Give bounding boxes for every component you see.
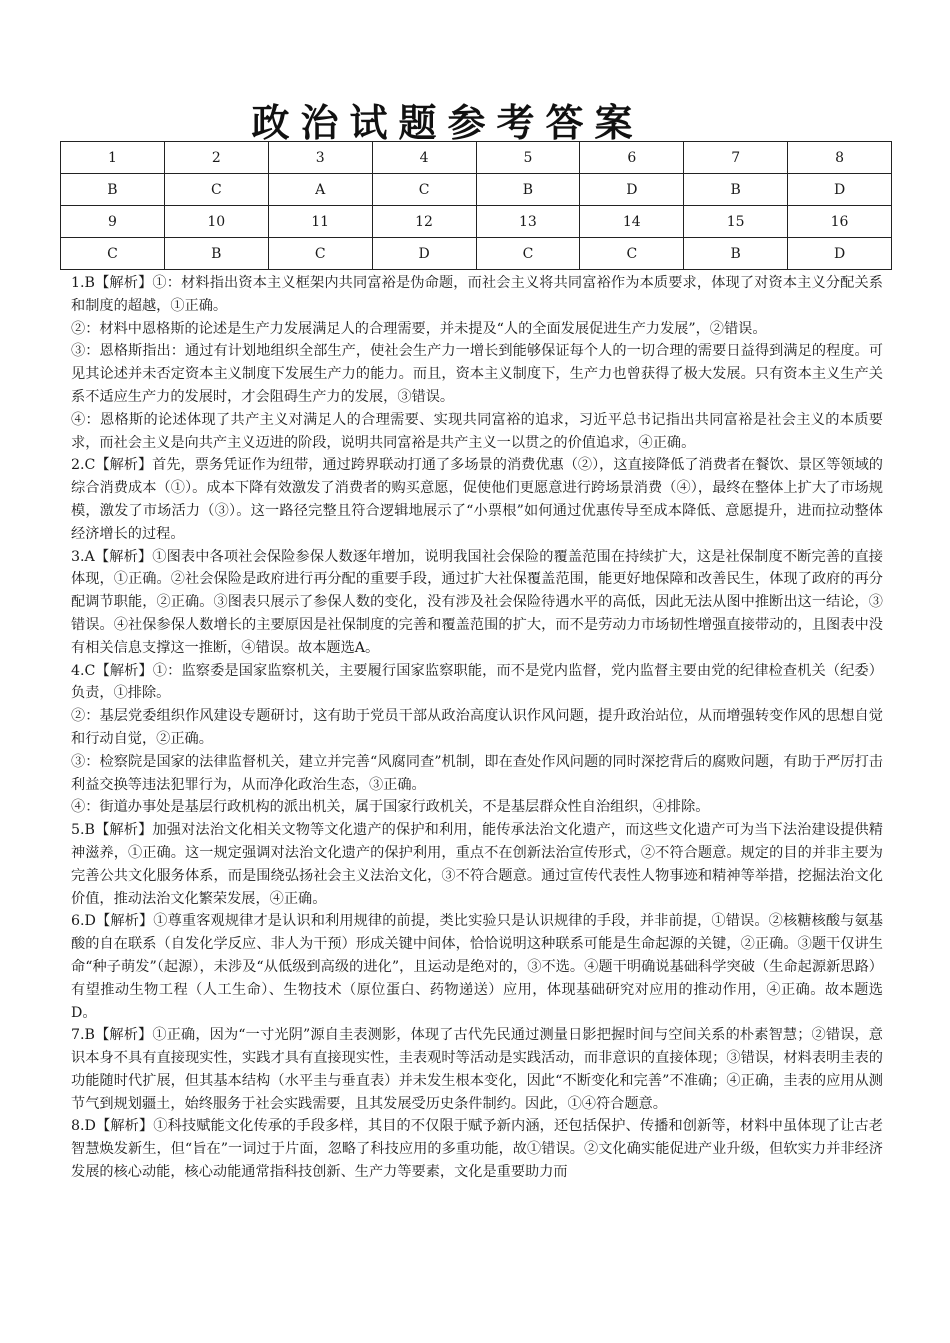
- table-cell: D: [372, 238, 476, 270]
- explanation-paragraph: 7.B【解析】①正确，因为“一寸光阴”源自圭表测影，体现了古代先民通过测量日影把握时间与空间关系的朴素智慧；②错误，意识本身不具有直接现实性，实践才具有直接现实性，圭表观时等活动是实践活动，而非意识的直接体现；③错误，材料表明圭表的功能随时代扩展，但其基本结构（水平圭与垂直表）并未发生根本变化，因此“不断变化和完善”不准确；④正确，圭表的应用从测节气到规划疆土，始终服务于社会实践需要，且其发展受历史条件制约。因此，①④符合题意。: [71, 1027, 883, 1112]
- answer-table: [60, 141, 892, 270]
- explanation-paragraph: ③：恩格斯指出：通过有计划地组织全部生产，使社会生产力一增长到能够保证每个人的一切合理的需要日益得到满足的程度。可见其论述并未否定资本主义制度下发展生产力的能力。而且，资本主义制度下，生产力也曾获得了极大发展。只有资本主义生产关系不适应生产力的发展时，才会阻碍生产力的发展，③错误。: [71, 343, 883, 405]
- explanation-paragraph: 8.D【解析】①科技赋能文化传承的手段多样，其目的不仅限于赋予新内涵，还包括保护、传播和创新等，材料中虽体现了让古老智慧焕发新生，但“旨在”一词过于片面，忽略了科技应用的多重功能，故①错误。②文化确实能促进产业升级，但软实力并非经济发展的核心动能，核心动能通常指科技创新、生产力等要素，文化是重要助力而: [71, 1118, 883, 1181]
- table-cell: 14: [580, 206, 684, 238]
- explanation-paragraph: 3.A【解析】①图表中各项社会保险参保人数逐年增加，说明我国社会保险的覆盖范围在持续扩大，这是社保制度不断完善的直接体现，①正确。②社会保险是政府进行再分配的重要手段，通过扩大社保覆盖范围，能更好地保障和改善民生，体现了政府的再分配调节职能，②正确。③图表只展示了参保人数的变化，没有涉及社会保险待遇水平的高低，因此无法从图中推断出这一结论，③错误。④社保参保人数增长的主要原因是社保制度的完善和覆盖范围的扩大，而不是劳动力市场韧性增强直接带动的，且图表中没有相关信息支撑这一推断，④错误。故本题选A。: [71, 548, 883, 656]
- explanation-paragraph: ②：材料中恩格斯的论述是生产力发展满足人的合理需要，并未提及“人的全面发展促进生产力发展”，②错误。: [71, 320, 767, 337]
- table-cell: 11: [268, 206, 372, 238]
- page-title: 政治试题参考答案: [251, 101, 644, 145]
- table-cell: B: [164, 238, 268, 270]
- explanation-paragraph: ②：基层党委组织作风建设专题研讨，这有助于党员干部从政治高度认识作风问题，提升政治站位，从而增强转变作风的思想自觉和行动自觉，②正确。: [71, 708, 883, 747]
- table-cell: 2: [164, 142, 268, 174]
- table-cell: 15: [684, 206, 788, 238]
- explanation-paragraph: 1.B【解析】①：材料指出资本主义框架内共同富裕是伪命题，而社会主义将共同富裕作为本质要求，体现了对资本主义分配关系和制度的超越，①正确。: [71, 275, 883, 314]
- table-cell: 6: [580, 142, 684, 174]
- answer-explanations: [71, 272, 883, 1184]
- table-cell: 10: [164, 206, 268, 238]
- table-cell: 12: [372, 206, 476, 238]
- table-cell: C: [476, 238, 580, 270]
- explanation-paragraph: 4.C【解析】①：监察委是国家监察机关，主要履行国家监察职能，而不是党内监督，党内监督主要由党的纪律检查机关（纪委）负责，①排除。: [71, 662, 883, 702]
- table-cell: 3: [268, 142, 372, 174]
- table-cell: 1: [61, 142, 165, 174]
- explanation-paragraph: 5.B【解析】加强对法治文化相关文物等文化遗产的保护和利用，能传承法治文化遗产，而这些文化遗产可为当下法治建设提供精神滋养，①正确。这一规定强调对法治文化遗产的保护利用，重点不在创新法治宣传形式，②不符合题意。规定的目的并非主要为完善公共文化服务体系，而是围绕弘扬社会主义法治文化，③不符合题意。通过宣传代表性人物事迹和精神等举措，挖掘法治文化价值，推动法治文化繁荣发展，④正确。: [71, 822, 883, 907]
- table-row: [61, 142, 892, 174]
- table-cell: B: [684, 238, 788, 270]
- table-cell: A: [268, 174, 372, 206]
- explanation-paragraph: 6.D【解析】①尊重客观规律才是认识和利用规律的前提，类比实验只是认识规律的手段，并非前提，①错误。②核糖核酸与氨基酸的自在联系（自发化学反应、非人为干预）形成关键中间体，恰恰说明这种联系可能是生命起源的关键，②正确。③题干仅讲生命“种子萌发”（起源），未涉及“从低级到高级的进化”，且运动是绝对的，③不选。④题干明确说基础科学突破（生命起源新思路）有望推动生物工程（人工生命）、生物技术（原位蛋白、药物递送）应用，体现基础研究对应用的推动作用，④正确。故本题选D。: [71, 913, 883, 1021]
- table-cell: C: [268, 238, 372, 270]
- explanation-paragraph: ④：街道办事处是基层行政机构的派出机关，属于国家行政机关，不是基层群众性自治组织，④排除。: [71, 799, 710, 816]
- explanation-paragraph: 2.C【解析】首先，票务凭证作为纽带，通过跨界联动打通了多场景的消费优惠（②），这直接降低了消费者在餐饮、景区等领域的综合消费成本（①）。成本下降有效激发了消费者的购买意愿，促使他们更愿意进行跨场景消费（④），最终在整体上扩大了市场规模，激发了市场活力（③）。这一路径完整且符合逻辑地展示了“小票根”如何通过优惠传导至成本降低、意愿提升，进而拉动整体经济增长的过程。: [71, 457, 883, 542]
- table-cell: 13: [476, 206, 580, 238]
- table-cell: 8: [788, 142, 892, 174]
- table-cell: 5: [476, 142, 580, 174]
- explanation-paragraph: ③：检察院是国家的法律监督机关，建立并完善“风腐同查”机制，即在查处作风问题的同时深挖背后的腐败问题，有助于严厉打击利益交换等违法犯罪行为，从而净化政治生态，③正确。: [71, 753, 883, 793]
- table-cell: 9: [61, 206, 165, 238]
- table-cell: C: [164, 174, 268, 206]
- table-cell: 16: [788, 206, 892, 238]
- explanation-paragraph: ④：恩格斯的论述体现了共产主义对满足人的合理需要、实现共同富裕的追求，习近平总书记指出共同富裕是社会主义的本质要求，而社会主义是向共产主义迈进的阶段，说明共同富裕是共产主义一以贯之的价值追求，④正确。: [71, 411, 883, 451]
- table-cell: C: [580, 238, 684, 270]
- table-cell: C: [372, 174, 476, 206]
- table-cell: 7: [684, 142, 788, 174]
- table-row: [61, 206, 892, 238]
- table-cell: C: [61, 238, 165, 270]
- table-cell: B: [61, 174, 165, 206]
- table-cell: B: [684, 174, 788, 206]
- table-cell: B: [476, 174, 580, 206]
- table-cell: 4: [372, 142, 476, 174]
- table-row: [61, 238, 892, 270]
- table-row: [61, 174, 892, 206]
- table-cell: D: [580, 174, 684, 206]
- table-cell: D: [788, 238, 892, 270]
- table-cell: D: [788, 174, 892, 206]
